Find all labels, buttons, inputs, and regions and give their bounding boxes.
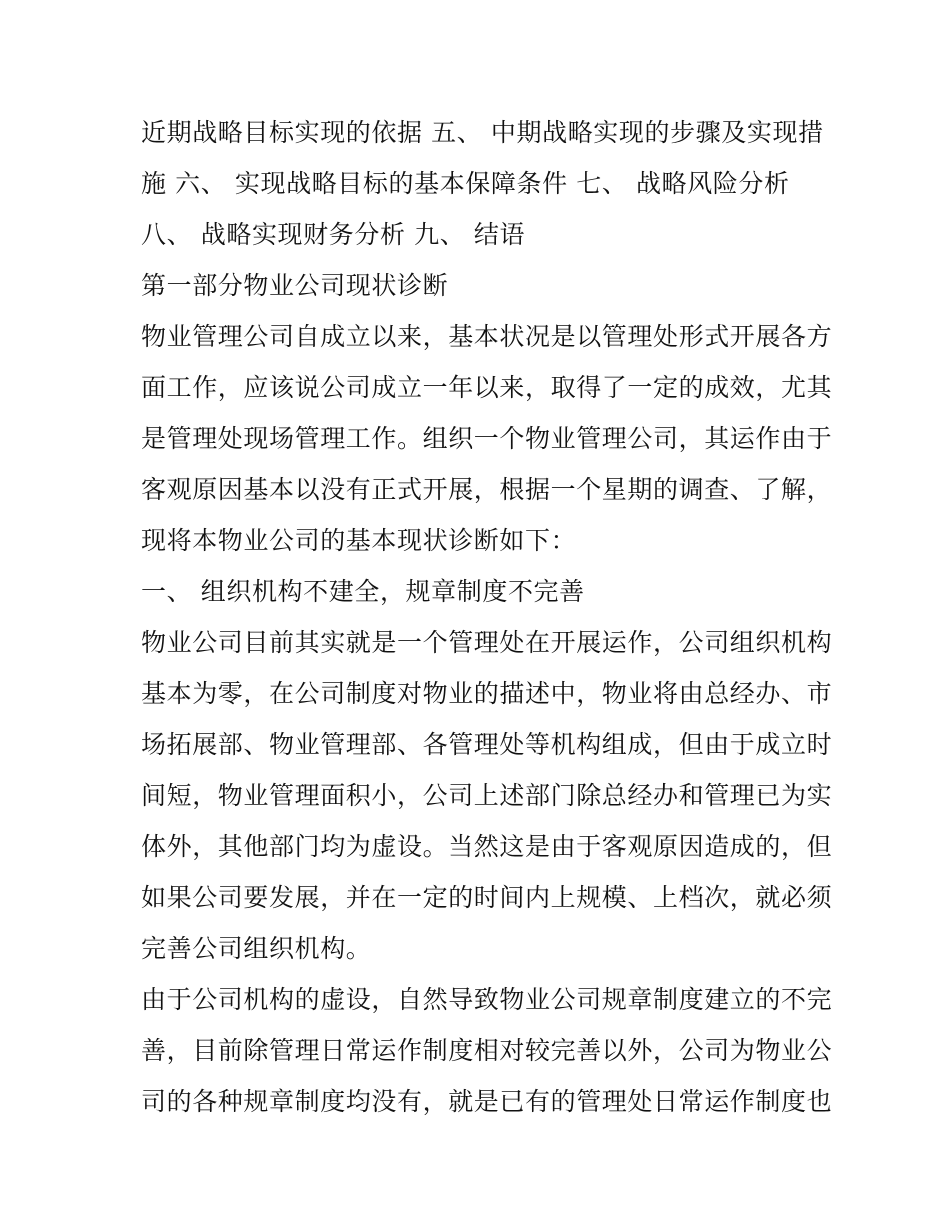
paragraph-1-line-4: 客观原因基本以没有正式开展，根据一个星期的调查、了解， bbox=[141, 475, 833, 504]
document-body bbox=[141, 107, 831, 1127]
paragraph-2-line-4: 间短，物业管理面积小，公司上述部门除总经办和管理已为实 bbox=[141, 781, 833, 810]
paragraph-2-line-6: 如果公司要发展，并在一定的时间内上规模、上档次，就必须 bbox=[141, 883, 833, 912]
paragraph-1-line-5: 现将本物业公司的基本现状诊断如下： bbox=[141, 526, 577, 555]
toc-line-3: 八、 战略实现财务分析 九、 结语 bbox=[141, 220, 526, 249]
paragraph-3-line-1: 由于公司机构的虚设，自然导致物业公司规章制度建立的不完 bbox=[141, 985, 833, 1014]
section-heading: 第一部分物业公司现状诊断 bbox=[141, 271, 449, 300]
paragraph-1-line-2: 面工作，应该说公司成立一年以来，取得了一定的成效，尤其 bbox=[141, 373, 833, 402]
subsection-heading: 一、 组织机构不建全，规章制度不完善 bbox=[141, 577, 585, 606]
paragraph-1-line-1: 物业管理公司自成立以来，基本状况是以管理处形式开展各方 bbox=[141, 322, 833, 351]
paragraph-2-line-1: 物业公司目前其实就是一个管理处在开展运作，公司组织机构 bbox=[141, 628, 833, 657]
paragraph-3-line-3: 司的各种规章制度均没有，就是已有的管理处日常运作制度也 bbox=[141, 1087, 833, 1116]
paragraph-2-line-3: 场拓展部、物业管理部、各管理处等机构组成，但由于成立时 bbox=[141, 730, 833, 759]
paragraph-1-line-3: 是管理处现场管理工作。组织一个物业管理公司，其运作由于 bbox=[141, 424, 833, 453]
paragraph-2-line-7: 完善公司组织机构。 bbox=[141, 934, 372, 963]
toc-line-1: 近期战略目标实现的依据 五、 中期战略实现的步骤及实现措 bbox=[141, 118, 824, 147]
paragraph-2-line-5: 体外，其他部门均为虚设。当然这是由于客观原因造成的，但 bbox=[141, 832, 833, 861]
paragraph-2-line-2: 基本为零，在公司制度对物业的描述中，物业将由总经办、市 bbox=[141, 679, 833, 708]
toc-line-2: 施 六、 实现战略目标的基本保障条件 七、 战略风险分析 bbox=[141, 169, 790, 198]
paragraph-3-line-2: 善，目前除管理日常运作制度相对较完善以外，公司为物业公 bbox=[141, 1036, 833, 1065]
